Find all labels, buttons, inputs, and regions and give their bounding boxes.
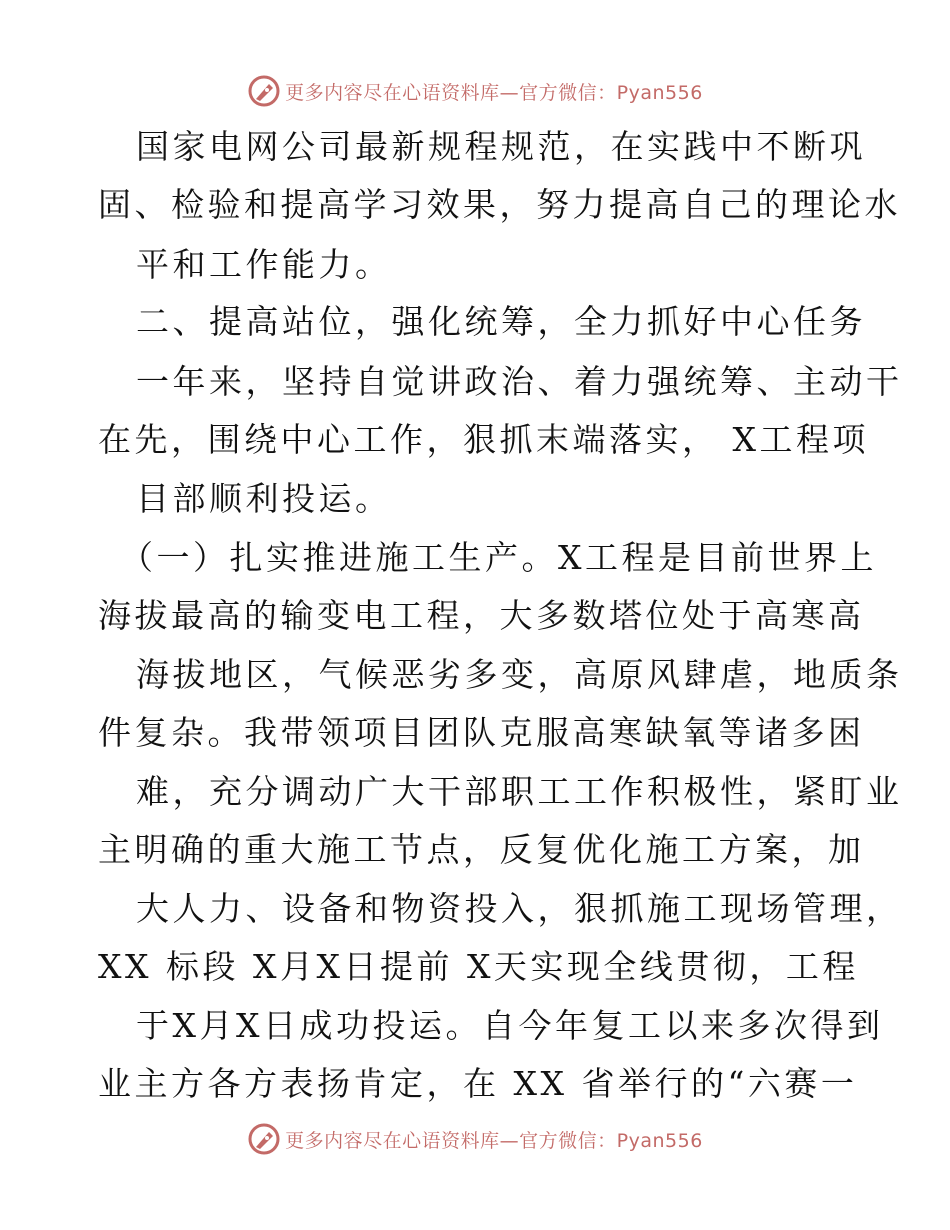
body-line: 海拔地区，气候恶劣多变，高原风肆虐，地质条: [136, 655, 903, 694]
body-line: 难，充分调动广大干部职工工作积极性，紧盯业: [136, 772, 903, 811]
subsection-heading: （一）扎实推进施工生产。X工程是目前世界上: [120, 538, 877, 577]
body-line: 在先，围绕中心工作，狠抓末端落实， X工程项: [98, 420, 869, 459]
body-line: 平和工作能力。: [136, 245, 392, 284]
pen-nib-logo-icon: [247, 1122, 281, 1156]
body-line: 固、检验和提高学习效果，努力提高自己的理论水: [98, 185, 901, 224]
footer-banner-text: 更多内容尽在心语资料库—官方微信：Pyan556: [285, 1129, 703, 1152]
body-line: 国家电网公司最新规程规范，在实践中不断巩: [136, 127, 866, 166]
footer-banner: [0, 1119, 950, 1159]
body-line: 件复杂。我带领项目团队克服高寒缺氧等诸多困: [98, 713, 865, 752]
body-line: 主明确的重大施工节点，反复优化施工方案，加: [98, 830, 865, 869]
header-banner-text: 更多内容尽在心语资料库—官方微信：Pyan556: [285, 81, 703, 104]
body-line: 目部顺利投运。: [136, 479, 392, 518]
body-line: XX 标段 X月X日提前 X天实现全线贯彻，工程: [98, 947, 859, 986]
body-line: 一年来，坚持自觉讲政治、着力强统筹、主动干: [136, 362, 903, 401]
body-line: 海拔最高的输变电工程，大多数塔位处于高寒高: [98, 596, 865, 635]
body-line: 业主方各方表扬肯定，在 XX 省举行的“六赛一: [98, 1064, 858, 1103]
body-line: 于X月X日成功投运。自今年复工以来多次得到: [136, 1006, 884, 1045]
body-line: 大人力、设备和物资投入，狠抓施工现场管理，: [136, 889, 903, 928]
section-heading: 二、提高站位，强化统筹，全力抓好中心任务: [136, 302, 866, 341]
